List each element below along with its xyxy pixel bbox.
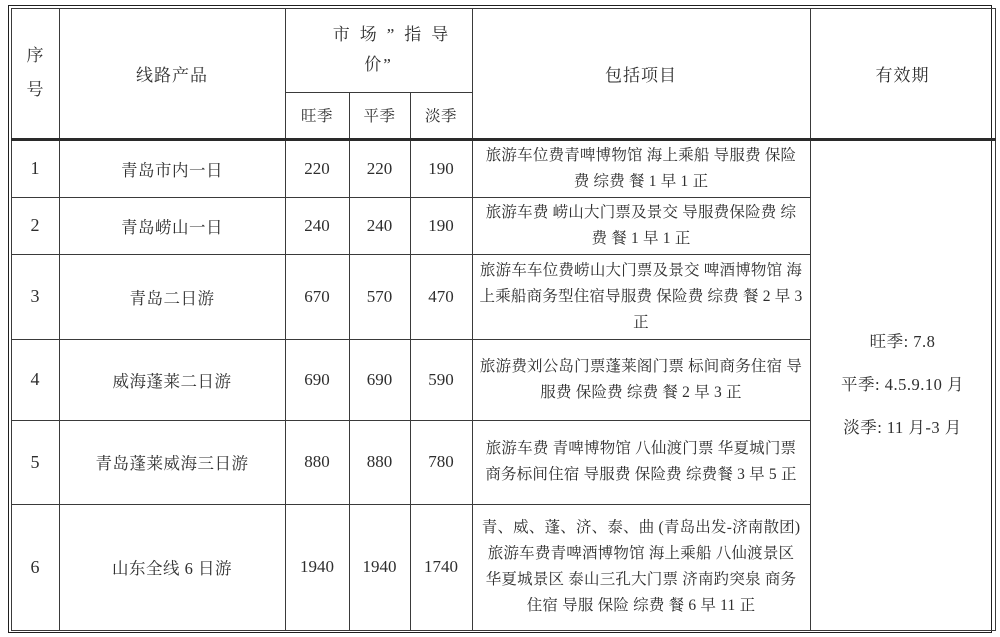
route-name: 威海蓬莱二日游 xyxy=(59,339,285,420)
included-items: 旅游费刘公岛门票蓬莱阁门票 标间商务住宿 导服费 保险费 综费 餐 2 早 3 正 xyxy=(472,339,810,420)
price-low: 470 xyxy=(410,254,472,339)
col-header-market-guide-price xyxy=(285,8,472,92)
price-mid: 240 xyxy=(349,197,410,254)
guide-price-line1: 市场”指导 xyxy=(332,25,459,44)
price-low: 190 xyxy=(410,197,472,254)
price-peak: 1940 xyxy=(285,504,349,630)
col-header-validity: 有效期 xyxy=(810,8,995,139)
validity-cell xyxy=(810,139,995,630)
guide-price-line2: 价” xyxy=(364,55,393,74)
validity-peak: 旺季: 7.8 xyxy=(869,332,936,351)
col-header-low-season: 淡季 xyxy=(410,92,472,139)
price-mid: 570 xyxy=(349,254,410,339)
price-peak: 880 xyxy=(285,420,349,504)
price-peak: 670 xyxy=(285,254,349,339)
col-header-serial-no xyxy=(11,8,59,139)
included-items: 旅游车费 青啤博物馆 八仙渡门票 华夏城门票商务标间住宿 导服费 保险费 综费餐 3 早 5 正 xyxy=(472,420,810,504)
row-serial-no: 1 xyxy=(11,139,59,197)
included-items: 旅游车车位费崂山大门票及景交 啤酒博物馆 海上乘船商务型住宿导服费 保险费 综费 餐 2 早 3 正 xyxy=(472,254,810,339)
included-items: 旅游车费 崂山大门票及景交 导服费保险费 综费 餐 1 早 1 正 xyxy=(472,197,810,254)
validity-low: 淡季: 11 月-3 月 xyxy=(843,418,962,437)
route-name: 青岛市内一日 xyxy=(59,139,285,197)
route-name: 青岛二日游 xyxy=(59,254,285,339)
price-mid: 1940 xyxy=(349,504,410,630)
col-header-included-items: 包括项目 xyxy=(472,8,810,139)
route-name: 青岛崂山一日 xyxy=(59,197,285,254)
included-items: 旅游车位费青啤博物馆 海上乘船 导服费 保险费 综费 餐 1 早 1 正 xyxy=(472,139,810,197)
price-peak: 690 xyxy=(285,339,349,420)
col-header-mid-season: 平季 xyxy=(349,92,410,139)
price-low: 590 xyxy=(410,339,472,420)
route-name: 山东全线 6 日游 xyxy=(59,504,285,630)
price-mid: 690 xyxy=(349,339,410,420)
price-table-frame xyxy=(8,5,992,633)
price-low: 190 xyxy=(410,139,472,197)
row-serial-no: 4 xyxy=(11,339,59,420)
row-serial-no: 3 xyxy=(11,254,59,339)
price-peak: 240 xyxy=(285,197,349,254)
col-header-serial-no-label: 序号 xyxy=(26,46,44,99)
price-peak: 220 xyxy=(285,139,349,197)
row-serial-no: 6 xyxy=(11,504,59,630)
col-header-route-product: 线路产品 xyxy=(59,8,285,139)
tour-price-table xyxy=(11,8,996,631)
row-serial-no: 5 xyxy=(11,420,59,504)
col-header-peak-season: 旺季 xyxy=(285,92,349,139)
header-row-top xyxy=(11,8,995,92)
included-items: 青、威、蓬、济、泰、曲 (青岛出发-济南散团) 旅游车费青啤酒博物馆 海上乘船 八仙渡景区 华夏城景区 泰山三孔大门票 济南趵突泉 商务住宿 导服 保险 综费 餐 6 早 11 正 xyxy=(472,504,810,630)
price-low: 1740 xyxy=(410,504,472,630)
price-mid: 220 xyxy=(349,139,410,197)
price-mid: 880 xyxy=(349,420,410,504)
validity-mid: 平季: 4.5.9.10 月 xyxy=(841,375,964,394)
table-row xyxy=(11,139,995,197)
price-low: 780 xyxy=(410,420,472,504)
route-name: 青岛蓬莱威海三日游 xyxy=(59,420,285,504)
row-serial-no: 2 xyxy=(11,197,59,254)
